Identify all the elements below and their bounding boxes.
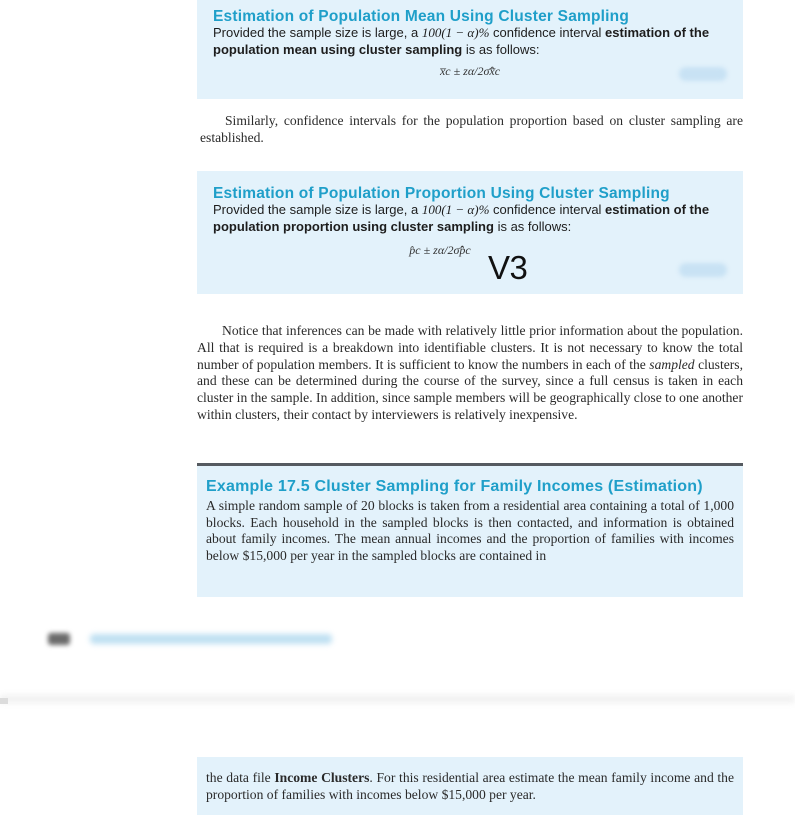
page-edge [0,698,8,704]
example-body: the data file Income Clusters. For this residential area estimate the mean family income and the proportion of families with incomes below $15,000 per year. [206,770,735,802]
formula: x̅c ± zα/2σ̂x̅c [439,64,501,78]
example-box [197,466,743,597]
equation-tag [679,67,727,81]
example-box-continued [197,757,743,815]
definition-text: Provided the sample size is large, a 100(1 − α)% confidence interval estimation of the population proportion using cluster sampling is as follows: [213,202,710,234]
paragraph: Notice that inferences can be made with relatively little prior information about the population. All that is required is a breakdown into identifiable clusters. It is not necessary to know the total number of population members. It is sufficient to know the numbers in each of the sampled clusters, and these can be determined during the course of the survey, since a full census is taken in each cluster in the sample. In addition, since sample members will be geographically close to one another within clusters, their contact by interviewers is relatively inexpensive. [197,323,743,422]
page-separator [0,695,795,703]
running-footer [90,634,332,644]
example-title: Example 17.5 Cluster Sampling for Family Incomes (Estimation) [206,478,703,495]
definition-box-proportion [197,171,743,294]
watermark-label: V3 [488,249,528,286]
definition-title: Estimation of Population Proportion Using Cluster Sampling [213,185,670,202]
formula: p̂c ± zα/2σ̂p̂c [409,243,471,257]
equation-tag [679,263,727,277]
definition-title: Estimation of Population Mean Using Cluster Sampling [213,8,630,25]
definition-box-mean [197,0,743,99]
paragraph: Similarly, confidence intervals for the population proportion based on cluster sampling are established. [200,113,743,145]
definition-text: Provided the sample size is large, a 100(1 − α)% confidence interval estimation of the population mean using cluster sampling is as follows: [213,25,710,57]
page-number [48,633,70,645]
example-body: A simple random sample of 20 blocks is taken from a residential area containing a total of 1,000 blocks. Each household in the sampled blocks is then contacted, and information is obtained about family incomes. The mean annual incomes and the proportion of families with incomes below $15,000 per year in the sampled blocks are contained in [206,498,734,563]
